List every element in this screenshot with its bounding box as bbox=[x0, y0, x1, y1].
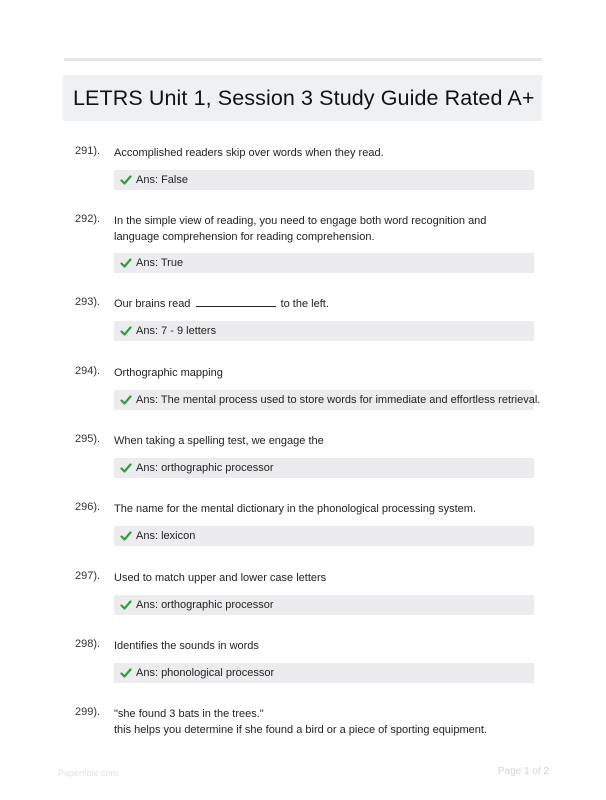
page-number: Page 1 of 2 bbox=[497, 766, 549, 777]
check-icon bbox=[120, 530, 132, 542]
check-icon bbox=[120, 325, 132, 337]
question-number: 295). bbox=[75, 433, 101, 445]
page-title: LETRS Unit 1, Session 3 Study Guide Rated A+ bbox=[73, 85, 535, 110]
answer-text: Ans: 7 - 9 letters bbox=[136, 325, 217, 337]
question-text: Accomplished readers skip over words when they read. bbox=[114, 147, 384, 159]
check-icon bbox=[120, 462, 132, 474]
question-text bbox=[114, 296, 534, 312]
top-divider bbox=[64, 58, 542, 61]
question-number: 294). bbox=[75, 365, 101, 377]
check-icon bbox=[120, 174, 132, 186]
question-text bbox=[114, 706, 534, 738]
question-text-end: to the left. bbox=[280, 298, 329, 310]
check-icon bbox=[120, 667, 132, 679]
check-icon bbox=[120, 394, 132, 406]
question-text: Used to match upper and lower case letters bbox=[114, 572, 327, 584]
question-text-start: Our brains read bbox=[114, 298, 191, 310]
question-number: 292). bbox=[75, 213, 101, 225]
answer-box bbox=[114, 458, 534, 478]
question-text: In the simple view of reading, you need to engage both word recognition and language comprehension for reading comprehension. bbox=[114, 215, 487, 243]
question-number: 298). bbox=[75, 638, 101, 650]
question-text: The name for the mental dictionary in the phonological processing system. bbox=[114, 503, 476, 515]
question-text-line-1: "she found 3 bats in the trees." bbox=[114, 708, 264, 720]
question-text-line-2: this helps you determine if she found a bird or a piece of sporting equipment. bbox=[114, 724, 488, 736]
question-text: Orthographic mapping bbox=[114, 367, 223, 379]
answer-box bbox=[114, 321, 534, 341]
check-icon bbox=[120, 257, 132, 269]
answer-box bbox=[114, 526, 534, 546]
title-banner bbox=[63, 75, 542, 121]
answer-text: Ans: True bbox=[136, 257, 184, 269]
answer-box bbox=[114, 595, 534, 615]
answer-text: Ans: The mental process used to store words for immediate and effortless retrieval. bbox=[136, 394, 541, 406]
answer-text: Ans: orthographic processor bbox=[136, 599, 274, 611]
answer-text: Ans: phonological processor bbox=[136, 667, 275, 679]
answer-box bbox=[114, 663, 534, 683]
question-number: 296). bbox=[75, 501, 101, 513]
answer-text: Ans: False bbox=[136, 174, 188, 186]
answer-box bbox=[114, 170, 534, 190]
question-number: 299). bbox=[75, 706, 101, 718]
question-number: 293). bbox=[75, 296, 101, 308]
answer-text: Ans: orthographic processor bbox=[136, 462, 274, 474]
answer-box bbox=[114, 253, 534, 273]
question-number: 297). bbox=[75, 570, 101, 582]
check-icon bbox=[120, 599, 132, 611]
question-number: 291). bbox=[75, 145, 101, 157]
question-text: Identifies the sounds in words bbox=[114, 640, 259, 652]
fill-in-blank bbox=[196, 297, 276, 307]
question-text: When taking a spelling test, we engage the bbox=[114, 435, 324, 447]
answer-text: Ans: lexicon bbox=[136, 530, 196, 542]
footer-watermark: Papertible.com bbox=[58, 768, 119, 778]
answer-box bbox=[114, 390, 541, 410]
